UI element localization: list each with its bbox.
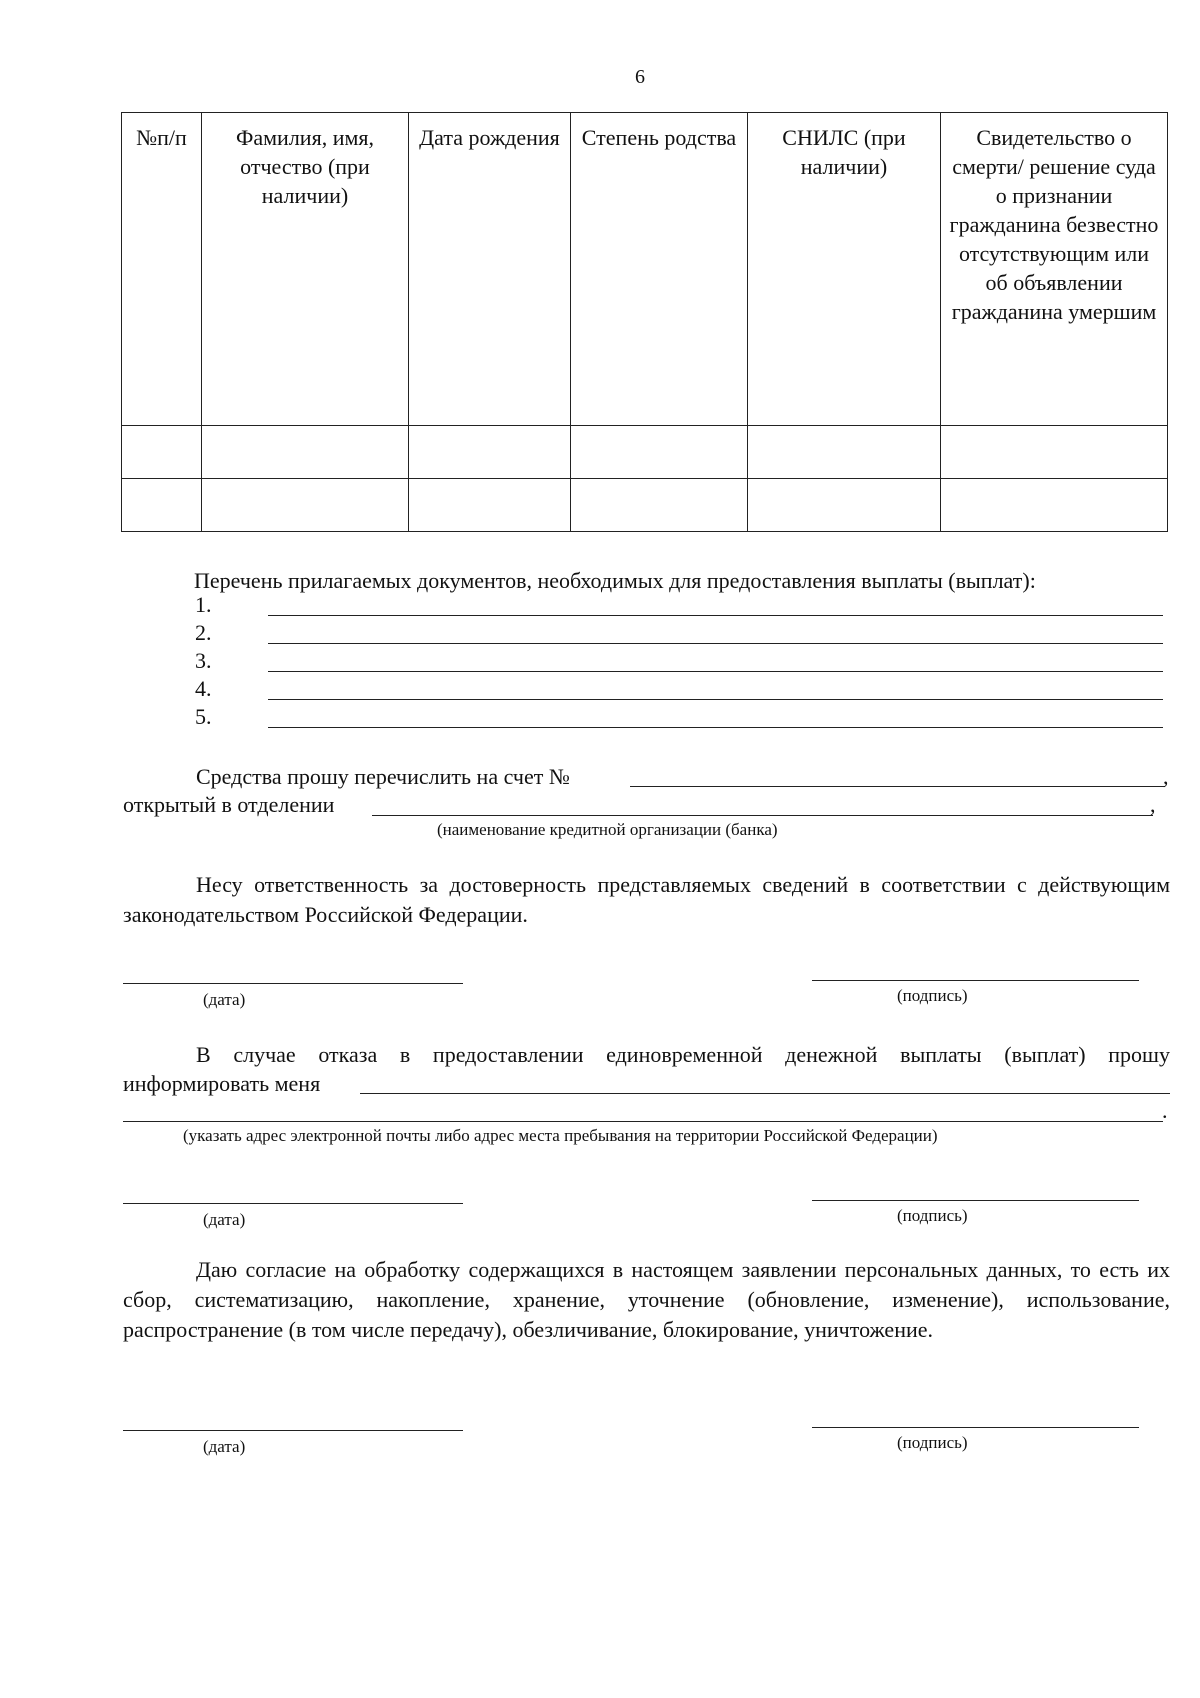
signature-field[interactable] — [812, 1200, 1139, 1201]
table-row — [122, 479, 1168, 532]
date-caption: (дата) — [203, 1210, 246, 1229]
account-label: Средства прошу перечислить на счет № — [196, 764, 570, 789]
document-item-number: 2. — [195, 620, 212, 645]
page-number: 6 — [635, 66, 645, 88]
refusal-address-field-2[interactable] — [123, 1121, 1163, 1122]
document-item-number: 1. — [195, 592, 212, 617]
date-field[interactable] — [123, 983, 463, 984]
refusal-address-field[interactable] — [360, 1093, 1170, 1094]
date-field[interactable] — [123, 1203, 463, 1204]
signature-caption: (подпись) — [897, 1433, 968, 1452]
documents-title: Перечень прилагаемых документов, необходимых для предоставления выплаты (выплат): — [194, 568, 1036, 593]
header-full-name: Фамилия, имя, отчество (при наличии) — [202, 113, 409, 426]
refusal-line-period: . — [1162, 1098, 1168, 1123]
bank-line-comma: , — [1150, 792, 1156, 817]
date-field[interactable] — [123, 1430, 463, 1431]
signature-field[interactable] — [812, 1427, 1139, 1428]
table-cell[interactable] — [409, 479, 571, 532]
refusal-paragraph-line2: информировать меня — [123, 1071, 321, 1096]
table-row — [122, 426, 1168, 479]
table-cell[interactable] — [122, 479, 202, 532]
signature-caption: (подпись) — [897, 986, 968, 1005]
table-cell[interactable] — [202, 426, 409, 479]
document-item-number: 3. — [195, 648, 212, 673]
bank-branch-label: открытый в отделении — [123, 792, 335, 817]
account-number-field[interactable] — [630, 786, 1165, 787]
document-item-2-line[interactable] — [268, 643, 1163, 644]
table-cell[interactable] — [941, 479, 1168, 532]
account-line-comma: , — [1163, 764, 1169, 789]
bank-caption: (наименование кредитной организации (банка) — [437, 820, 778, 839]
bank-branch-field[interactable] — [372, 815, 1153, 816]
table-cell[interactable] — [409, 426, 571, 479]
table-cell[interactable] — [748, 426, 941, 479]
signature-caption: (подпись) — [897, 1206, 968, 1225]
table-cell[interactable] — [571, 426, 748, 479]
document-item-number: 5. — [195, 704, 212, 729]
refusal-caption: (указать адрес электронной почты либо адрес места пребывания на территории Российской Федерации) — [183, 1126, 938, 1145]
header-number: №п/п — [122, 113, 202, 426]
document-item-4-line[interactable] — [268, 699, 1163, 700]
table-cell[interactable] — [941, 426, 1168, 479]
document-item-number: 4. — [195, 676, 212, 701]
table-cell[interactable] — [571, 479, 748, 532]
date-caption: (дата) — [203, 1437, 246, 1456]
document-item-5-line[interactable] — [268, 727, 1163, 728]
header-relationship: Степень родства — [571, 113, 748, 426]
table-cell[interactable] — [748, 479, 941, 532]
responsibility-paragraph: Несу ответственность за достоверность представляемых сведений в соответствии с действующим законодательством Российской Федерации. — [123, 872, 1170, 927]
date-caption: (дата) — [203, 990, 246, 1009]
relatives-table — [121, 112, 1168, 532]
table-cell[interactable] — [122, 426, 202, 479]
document-item-3-line[interactable] — [268, 671, 1163, 672]
refusal-paragraph-line1: В случае отказа в предоставлении единовременной денежной выплаты (выплат) прошу — [196, 1042, 1170, 1067]
header-birth-date: Дата рождения — [409, 113, 571, 426]
document-item-1-line[interactable] — [268, 615, 1163, 616]
header-snils: СНИЛС (при наличии) — [748, 113, 941, 426]
table-cell[interactable] — [202, 479, 409, 532]
header-death-certificate: Свидетельство о смерти/ решение суда о признании гражданина безвестно отсутствующим или об объявлении гражданина умершим — [941, 113, 1168, 426]
signature-field[interactable] — [812, 980, 1139, 981]
consent-paragraph: Даю согласие на обработку содержащихся в настоящем заявлении персональных данных, то есть их сбор, систематизацию, накопление, хранение, уточнение (обновление, изменение), использование, распространение (в том числе передачу), обезличивание, блокирование, уничтожение. — [123, 1257, 1170, 1342]
table-header-row — [122, 113, 1168, 426]
